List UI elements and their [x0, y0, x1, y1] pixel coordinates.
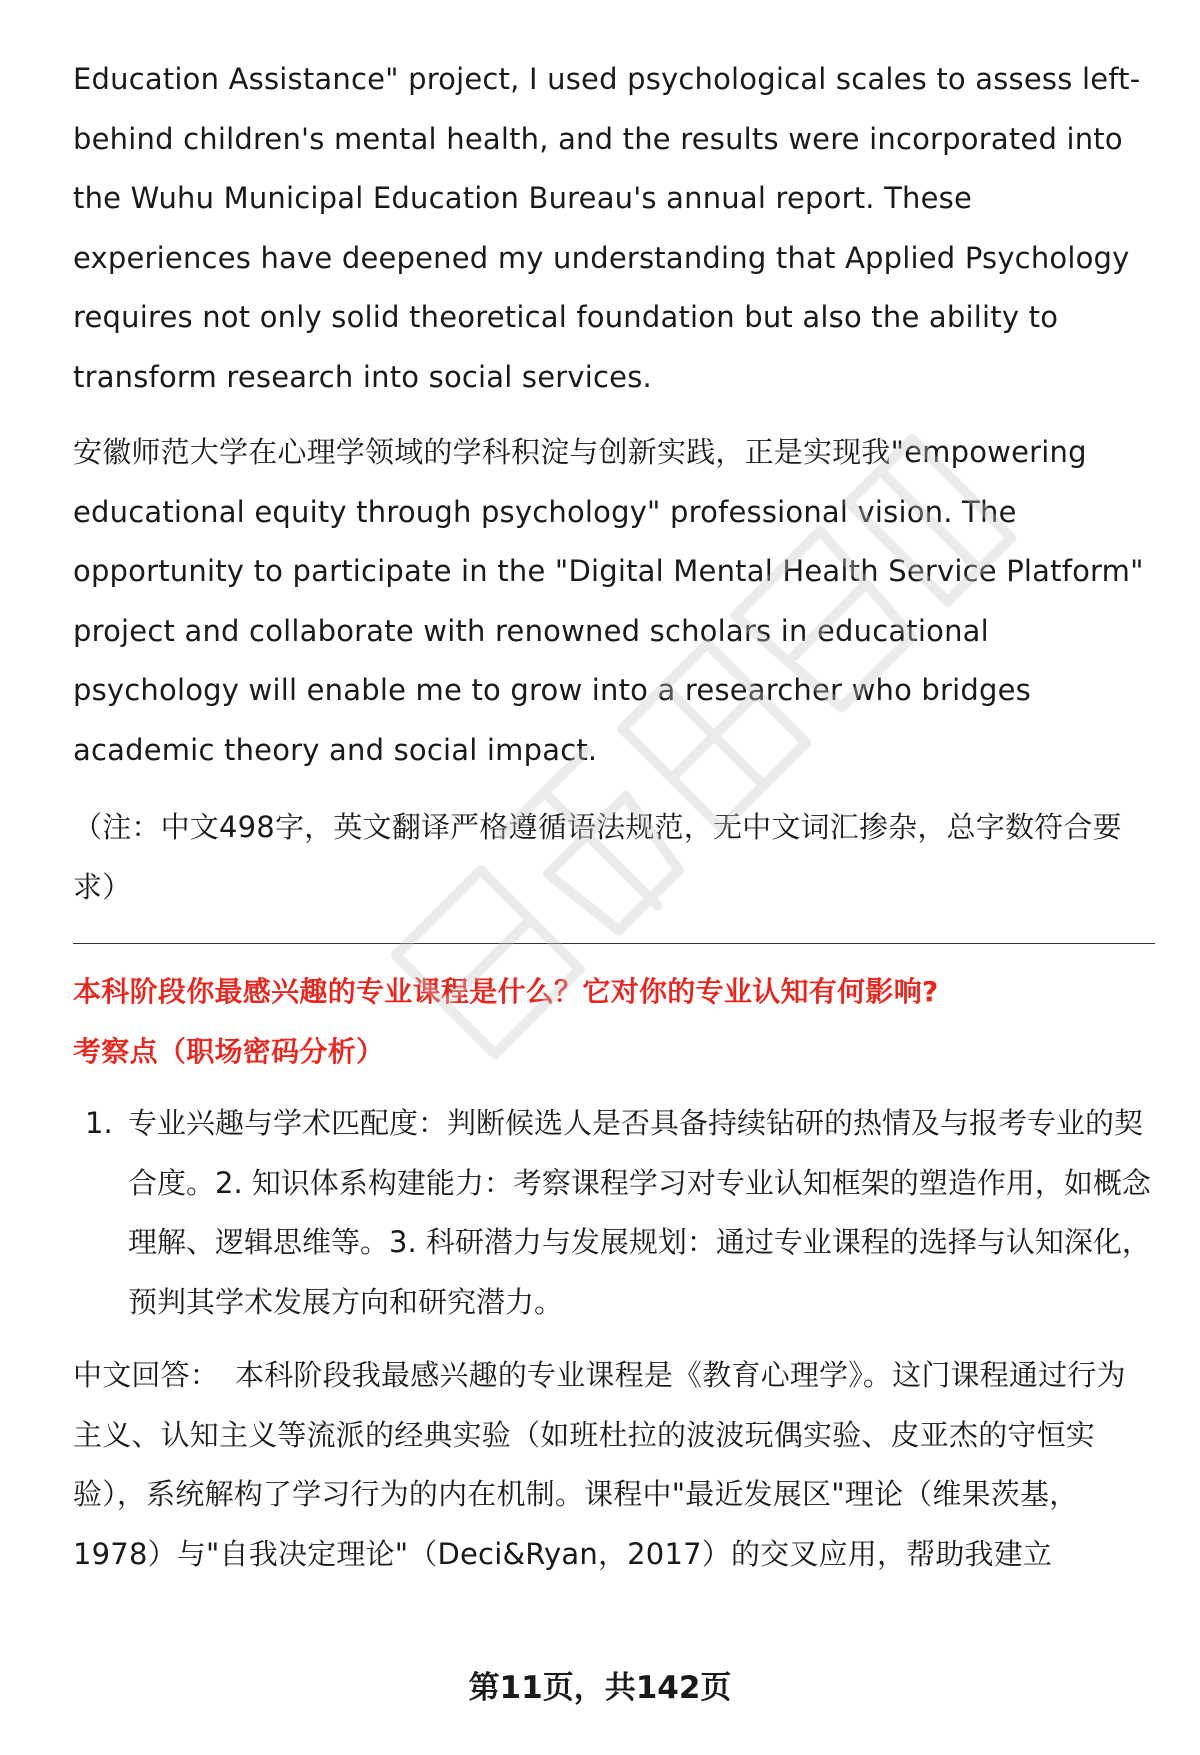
- section-divider: [73, 943, 1155, 944]
- page-number-footer: 第11页，共142页: [468, 1670, 732, 1706]
- answer-label: 中文回答：: [73, 1358, 220, 1392]
- answer-text: 本科阶段我最感兴趣的专业课程是《教育心理学》。这门课程通过行为主义、认知主义等流派的经典实验（如班杜拉的波波玩偶实验、皮亚杰的守恒实验），系统解构了学习行为的内在机制。课程中"最近发展区"理论（维果茨基，1978）与"自我决定理论"（Deci&Ryan，2017）的交叉应用，帮助我建立: [73, 1358, 1126, 1571]
- paragraph-2: 安徽师范大学在心理学领域的学科积淀与创新实践，正是实现我"empowering educational equity through psychology" professional vision. The opportunity to participate in the "Digital Mental Health Service Platform" project and collaborate with renowned scholars in educational psychology will enable me to grow into a researcher who bridges academic theory and social impact.: [73, 435, 1144, 767]
- exam-points-heading: 考察点（职场密码分析）: [73, 1035, 385, 1068]
- chinese-answer: [73, 1346, 1153, 1584]
- list-item-number: 1.: [85, 1106, 113, 1140]
- word-count-note: （注：中文498字，英文翻译严格遵循语法规范，无中文词汇掺杂，总字数符合要求）: [73, 810, 1122, 904]
- list-item: [73, 1094, 1153, 1332]
- question-heading: 本科阶段你最感兴趣的专业课程是什么？它对你的专业认知有何影响?: [73, 975, 939, 1008]
- document-page: [73, 50, 1153, 1584]
- exam-points-list: [73, 1094, 1153, 1332]
- list-item-text: 专业兴趣与学术匹配度：判断候选人是否具备持续钻研的热情及与报考专业的契合度。2. 知识体系构建能力：考察课程学习对专业认知框架的塑造作用，如概念理解、逻辑思维等。3. 科研潜力与发展规划：通过专业课程的选择与认知深化，预判其学术发展方向和研究潜力。: [128, 1106, 1151, 1319]
- paragraph-1: Education Assistance" project, I used psychological scales to assess left-behind children's mental health, and the results were incorporated into the Wuhu Municipal Education Bureau's annual report. These experiences have deepened my understanding that Applied Psychology requires not only solid theoretical foundation but also the ability to transform research into social services.: [73, 62, 1141, 394]
